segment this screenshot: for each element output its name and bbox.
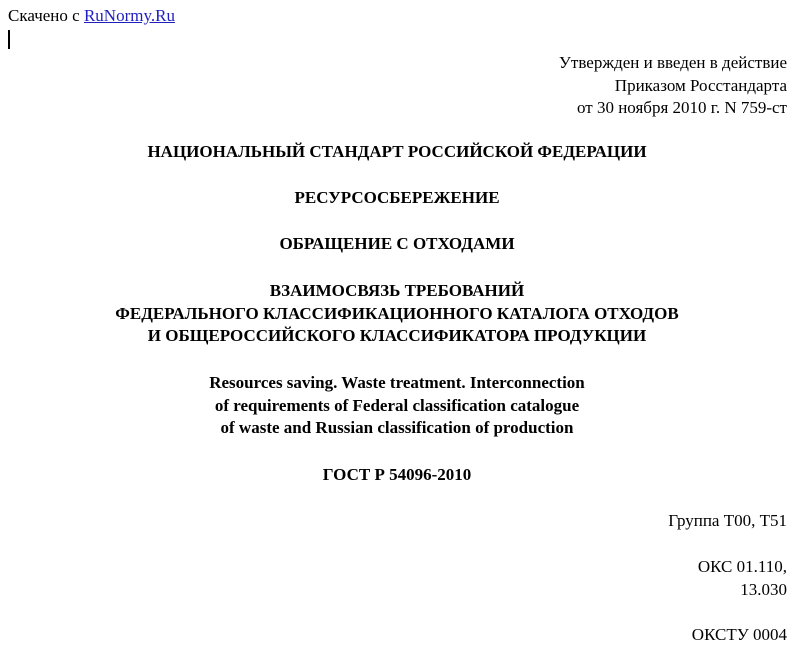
oks-code — [698, 556, 787, 601]
title-en-line: Resources saving. Waste treatment. Interconnection — [209, 373, 585, 392]
approval-line: от 30 ноября 2010 г. N 759-ст — [577, 98, 787, 117]
source-link[interactable]: RuNormy.Ru — [83, 6, 175, 25]
title-ru-line: ВЗАИМОСВЯЗЬ ТРЕБОВАНИЙ — [269, 281, 525, 300]
topic-heading-1: РЕСУРСОСБЕРЕЖЕНИЕ — [294, 188, 500, 207]
title-ru-line: ФЕДЕРАЛЬНОГО КЛАССИФИКАЦИОННОГО КАТАЛОГА ОТХОДОВ — [115, 303, 679, 323]
title-en-line: of waste and Russian classification of production — [220, 418, 574, 437]
title-ru-line: И ОБЩЕРОССИЙСКОГО КЛАССИФИКАТОРА ПРОДУКЦИИ — [147, 326, 647, 345]
approval-line: Утвержден и введен в действие — [558, 53, 787, 72]
title-en-line: of requirements of Federal classification catalogue — [214, 395, 580, 415]
gost-designation: ГОСТ Р 54096-2010 — [322, 465, 472, 484]
source-prefix: Скачено с — [8, 6, 84, 25]
okstu-code: ОКСТУ 0004 — [691, 625, 787, 644]
approval-line: Приказом Росстандарта — [614, 75, 787, 95]
topic-heading-2: ОБРАЩЕНИЕ С ОТХОДАМИ — [279, 234, 515, 253]
source-line — [8, 5, 175, 27]
oks-line: ОКС 01.110, — [697, 557, 787, 576]
standard-type-heading: НАЦИОНАЛЬНЫЙ СТАНДАРТ РОССИЙСКОЙ ФЕДЕРАЦИИ — [147, 142, 647, 161]
title-ru — [0, 280, 794, 348]
group-code: Группа Т00, Т51 — [668, 511, 787, 530]
oks-line: 13.030 — [740, 579, 787, 599]
approval-block — [559, 52, 787, 120]
text-cursor — [8, 30, 10, 49]
title-en — [0, 372, 794, 440]
